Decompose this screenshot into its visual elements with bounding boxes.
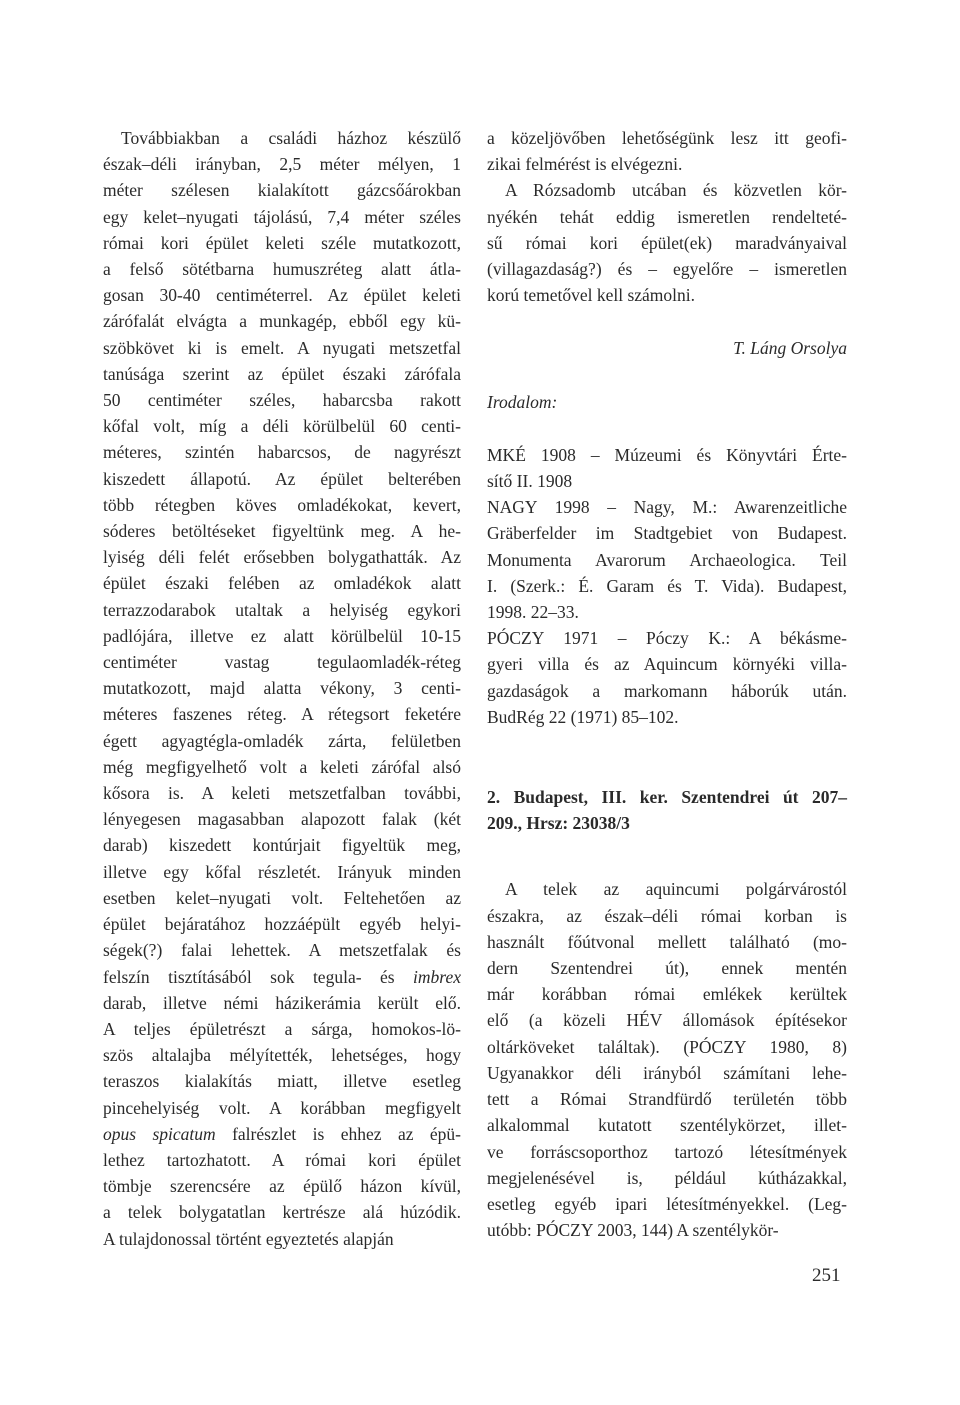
text-line: gazdaságok a markomann háborúk után. [487,680,847,701]
text-line: MKÉ 1908 – Múzeumi és Könyvtári Érte- [487,444,847,465]
text-line: nyékén tehát eddig ismeretlen rendelteté- [487,206,847,227]
text-line: esetben kelet–nyugati volt. Feltehetően az [103,887,461,908]
text-line: megjelenésével is, például kútházakkal, [487,1167,847,1188]
text-line: zárófalát elvágta a munkagép, ebből egy kü- [103,311,461,332]
text-line: kőfal volt, míg a déli körülbelül 60 centi- [103,416,461,437]
text-line: szös altalajba mélyítették, lehetséges, hogy [103,1045,461,1066]
author-signature: T. Láng Orsolya [733,338,847,359]
text-line: tanúsága szerint az épület északi zárófala [103,363,461,384]
italic-term: imbrex [413,966,461,987]
text-line: oltárköveket találtak). (PÓCZY 1980, 8) [487,1036,847,1057]
text-line: BudRég 22 (1971) 85–102. [487,706,679,727]
right-column [487,125,847,1243]
left-column [103,125,461,1252]
text-line: kiszedett állapotú. Az épület belterében [103,468,461,489]
text-line: ve forráscsoporthoz tartozó létesítmények [487,1141,847,1162]
text-line: A telek az aquincumi polgárvárostól [505,879,847,900]
text-line: gosan 30-40 centiméterrel. Az épület keleti [103,285,461,306]
literature-list [487,442,847,730]
text-line: lyiség déli felét erősebben bolygathatták. Az [103,547,461,568]
text-line: NAGY 1998 – Nagy, M.: Awarenzeitliche [487,497,847,518]
text-line: északra, az észak–déli római korban is [487,905,847,926]
text-line: (villagazdaság?) és – egyelőre – ismeretlen [487,259,847,280]
text-line: mutatkozott, majd alatta vékony, 3 centi- [103,678,461,699]
text-line: egy kelet–nyugati tájolású, 7,4 méter széles [103,206,461,227]
text-line: tett a Római Strandfürdő területén több [487,1089,847,1110]
text-line: centiméter vastag tegulaomladék-réteg [103,652,461,673]
text-line: több rétegben köves omladékokat, kevert, [103,494,461,515]
text-line: terrazzodarabok utaltak a helyiség egykori [103,599,461,620]
text-line: már korábban római emlékek kerültek [487,984,847,1005]
text-line: gyeri villa és az Aquincum környéki villa- [487,654,847,675]
text-line: padlójára, illetve ez alatt körülbelül 10-15 [103,625,461,646]
text-line: méteres faszenes réteg. A rétegsort feketére [103,704,461,725]
text-line: sű római kori épület(ek) maradványaival [487,232,847,253]
literature-item [487,442,847,494]
text-line: kősora is. A keleti metszetfalban további, [103,783,461,804]
text-line: PÓCZY 1971 – Póczy K.: A békásme- [487,628,847,649]
text-line: illetve egy kőfal részletét. Irányuk minden [103,861,461,882]
text-line: A tulajdonossal történt egyeztetés alapján [103,1228,394,1249]
text-line: 50 centiméter széles, habarcsba rakott [103,390,461,411]
section-title [487,784,847,836]
text-line: elő (a közeli HÉV állomások építésekor [487,1010,847,1031]
text-line: sítő II. 1908 [487,471,573,492]
literature-item [487,625,847,730]
text-line: pincehelyiség volt. A korábban megfigyelt [103,1097,461,1118]
text-line: Ugyanakkor déli irányból számítani lehe- [487,1062,847,1083]
text-line: korú temetővel kell számolni. [487,285,696,306]
text-line: Továbbiakban a családi házhoz készülő [121,128,461,148]
title-line: 209., Hrsz: 23038/3 [487,813,630,834]
text-line: épület északi felében az omladékok alatt [103,573,461,594]
text-line: méter szélesen kialakított gázcsőárokban [103,180,461,201]
text-line: tömbje szerencsére az épülő házon kívül, [103,1176,461,1197]
title-line: 2. Budapest, III. ker. Szentendrei út 207– [487,787,847,808]
text-line: lethez tartozhatott. A római kori épület [103,1149,461,1170]
right-paragraph-2 [487,177,847,308]
text-line: épület bejáratához hozzáépült egyéb helyi- [103,914,461,935]
text-line: Gräberfelder im Stadtgebiet von Budapest. [487,523,847,544]
text-line: dern Szentendrei út), ennek mentén [487,958,847,979]
text-line: darab, illetve némi házikerámia került elő. [103,992,461,1013]
text-line: darab) kiszedett kontúrjait figyeltük meg, [103,835,461,856]
text-line: a közeljövőben lehetőségünk lesz itt geofi- [487,128,847,148]
text-line: zikai felmérést is elvégezni. [487,154,683,175]
section-body [487,876,847,1243]
text-line: felszín tisztításából sok tegula- és imbrex [103,966,461,987]
right-paragraph-1 [487,125,847,177]
text-line: A Rózsadomb utcában és közvetlen kör- [505,180,847,201]
text-line: még megfigyelhető volt a keleti zárófal alsó [103,756,461,777]
text-line: ségek(?) falai lehettek. A metszetfalak és [103,940,461,961]
text-line: Monumenta Avarorum Archaeologica. Teil [487,549,847,570]
text-line: sóderes betöltéseket figyeltünk meg. A he- [103,521,461,542]
text-line: esetleg egyéb ipari létesítményekkel. (Leg- [487,1193,847,1214]
text-line: A teljes épületrészt a sárga, homokos-lö- [103,1018,461,1039]
text-line: észak–déli irányban, 2,5 méter mélyen, 1 [103,154,461,175]
text-line: I. (Szerk.: É. Garam és T. Vida). Budapest, [487,575,847,596]
text-line: alkalommal kutatott szentélykörzet, illet- [487,1115,847,1136]
text-line: szöbkövet ki is emelt. A nyugati metszetfal [103,337,461,358]
text-line: a telek bolygatatlan kertrésze alá húzódik. [103,1202,461,1223]
text-line: utóbb: PÓCZY 2003, 144) A szentélykör- [487,1220,779,1241]
text-line: használt főútvonal mellett található (mo- [487,931,847,952]
text-line: teraszos kialakítás miatt, illetve esetleg [103,1071,461,1092]
literature-item [487,494,847,625]
text-line: 1998. 22–33. [487,602,579,623]
text-line: a felső sötétbarna humuszréteg alatt átla- [103,259,461,280]
italic-term: opus spicatum [103,1123,216,1144]
page-number: 251 [812,1265,841,1286]
text-line: méteres, szintén habarcsos, de nagyrészt [103,442,461,463]
text-line: égett agyagtégla-omladék zárta, felületben [103,730,461,751]
text-line: lényegesen magasabban alapozott falak (két [103,809,461,830]
text-line: római kori épület keleti széle mutatkozott, [103,232,461,253]
text-line: opus spicatum falrészlet is ehhez az épü- [103,1123,461,1144]
literature-heading: Irodalom: [487,391,558,412]
